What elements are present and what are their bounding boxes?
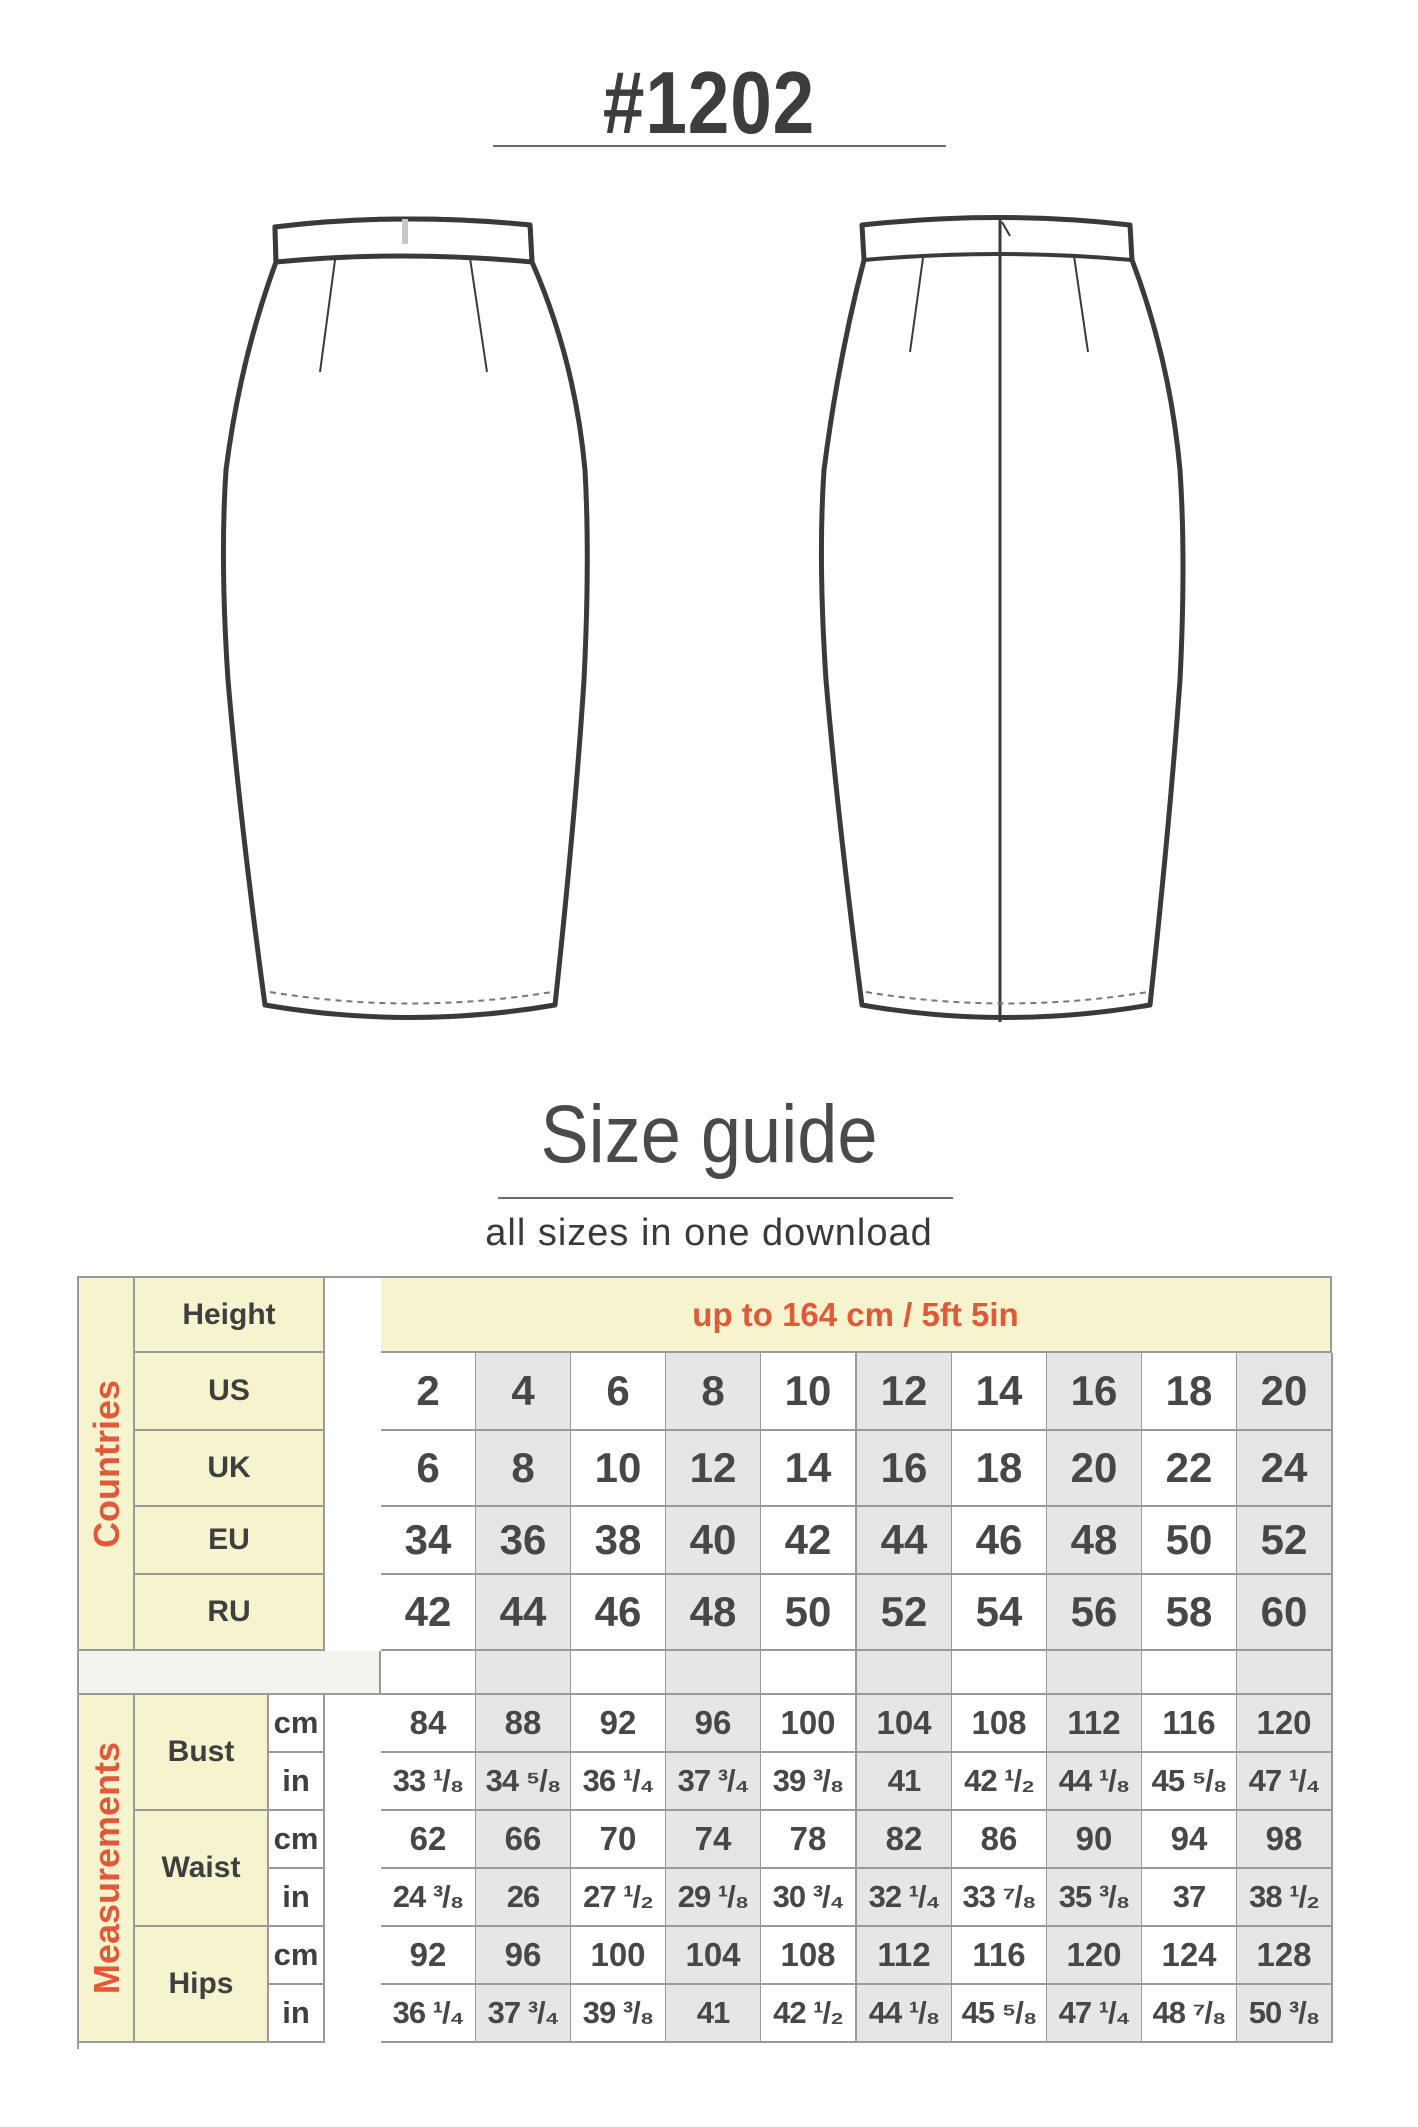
size-cell-eu: 52 [1237,1507,1333,1575]
height-label: Height [135,1278,325,1353]
size-cell-ru: 50 [761,1575,857,1651]
hips-cm-cell: 116 [952,1927,1048,1985]
size-cell-us: 6 [571,1353,667,1431]
size-cell-uk: 22 [1142,1431,1238,1507]
size-cell-ru: 46 [571,1575,667,1651]
size-cell-us: 8 [666,1353,762,1431]
bust-cm-cell: 84 [381,1695,477,1753]
bust-in-cell: 33 ¹/₈ [381,1753,477,1811]
size-cell-uk: 8 [476,1431,572,1507]
size-cell-uk: 12 [666,1431,762,1507]
size-cell-ru: 58 [1142,1575,1238,1651]
hips-in-cell: 45 ⁵/₈ [952,1985,1048,2043]
bust-in-cell: 45 ⁵/₈ [1142,1753,1238,1811]
waist-in-cell: 27 ¹/₂ [571,1869,667,1927]
measurement-label-bust: Bust [135,1695,269,1811]
waist-cm-cell: 98 [1237,1811,1333,1869]
skirt-back-view [821,216,1183,1022]
separator-cell [1142,1651,1238,1695]
size-cell-eu: 34 [381,1507,477,1575]
unit-in: in [269,1869,325,1927]
size-cell-eu: 42 [761,1507,857,1575]
hips-in-cell: 42 ¹/₂ [761,1985,857,2043]
waist-in-cell: 32 ¹/₄ [857,1869,953,1927]
size-cell-uk: 6 [381,1431,477,1507]
size-cell-uk: 20 [1047,1431,1143,1507]
hips-in-cell: 37 ³/₄ [476,1985,572,2043]
hips-cm-cell: 128 [1237,1927,1333,1985]
skirt-front-view [223,219,587,1018]
height-value: up to 164 cm / 5ft 5in [381,1278,1332,1353]
bust-cm-cell: 92 [571,1695,667,1753]
size-cell-uk: 16 [857,1431,953,1507]
unit-cm: cm [269,1927,325,1985]
size-cell-eu: 48 [1047,1507,1143,1575]
waist-cm-cell: 70 [571,1811,667,1869]
size-cell-eu: 44 [857,1507,953,1575]
hips-cm-cell: 100 [571,1927,667,1985]
size-cell-ru: 54 [952,1575,1048,1651]
size-guide-tagline: all sizes in one download [485,1212,933,1254]
separator-cell [1237,1651,1333,1695]
separator-cell [761,1651,857,1695]
bust-cm-cell: 120 [1237,1695,1333,1753]
bust-cm-cell: 104 [857,1695,953,1753]
size-cell-us: 10 [761,1353,857,1431]
hips-cm-cell: 108 [761,1927,857,1985]
country-label-ru: RU [135,1575,325,1651]
hips-cm-cell: 104 [666,1927,762,1985]
hips-in-cell: 50 ³/₈ [1237,1985,1333,2043]
bust-cm-cell: 108 [952,1695,1048,1753]
waist-in-cell: 37 [1142,1869,1238,1927]
countries-label: Countries [86,1379,127,1548]
hips-in-cell: 41 [666,1985,762,2043]
bust-in-cell: 41 [857,1753,953,1811]
size-cell-eu: 50 [1142,1507,1238,1575]
measurements-label: Measurements [86,1741,127,1995]
unit-in: in [269,1985,325,2043]
size-cell-ru: 56 [1047,1575,1143,1651]
hips-in-cell: 36 ¹/₄ [381,1985,477,2043]
separator-cell [476,1651,572,1695]
separator-cell [857,1651,953,1695]
bust-in-cell: 39 ³/₈ [761,1753,857,1811]
waist-cm-cell: 90 [1047,1811,1143,1869]
waist-in-cell: 24 ³/₈ [381,1869,477,1927]
bust-in-cell: 44 ¹/₈ [1047,1753,1143,1811]
waist-cm-cell: 86 [952,1811,1048,1869]
separator-cell [571,1651,667,1695]
pattern-number-title: #1202 [602,53,816,152]
bust-in-cell: 37 ³/₄ [666,1753,762,1811]
waist-in-cell: 26 [476,1869,572,1927]
separator-cell [952,1651,1048,1695]
bust-in-cell: 34 ⁵/₈ [476,1753,572,1811]
size-cell-us: 14 [952,1353,1048,1431]
hips-cm-cell: 92 [381,1927,477,1985]
waist-cm-cell: 78 [761,1811,857,1869]
waist-in-cell: 33 ⁷/₈ [952,1869,1048,1927]
bust-in-cell: 36 ¹/₄ [571,1753,667,1811]
waist-cm-cell: 94 [1142,1811,1238,1869]
hips-cm-cell: 96 [476,1927,572,1985]
waist-in-cell: 38 ¹/₂ [1237,1869,1333,1927]
hips-in-cell: 47 ¹/₄ [1047,1985,1143,2043]
size-cell-ru: 52 [857,1575,953,1651]
waist-in-cell: 29 ¹/₈ [666,1869,762,1927]
waist-in-cell: 35 ³/₈ [1047,1869,1143,1927]
size-cell-uk: 14 [761,1431,857,1507]
waist-in-cell: 30 ³/₄ [761,1869,857,1927]
size-guide-heading: Size guide [540,1089,878,1180]
hips-in-cell: 39 ³/₈ [571,1985,667,2043]
bust-in-cell: 47 ¹/₄ [1237,1753,1333,1811]
size-cell-eu: 36 [476,1507,572,1575]
size-cell-us: 2 [381,1353,477,1431]
waist-cm-cell: 82 [857,1811,953,1869]
hips-in-cell: 44 ¹/₈ [857,1985,953,2043]
waist-cm-cell: 66 [476,1811,572,1869]
separator-cell [381,1651,477,1695]
size-cell-ru: 48 [666,1575,762,1651]
country-label-uk: UK [135,1431,325,1507]
waist-cm-cell: 74 [666,1811,762,1869]
size-cell-ru: 42 [381,1575,477,1651]
size-guide-underline [498,1197,953,1199]
size-cell-eu: 38 [571,1507,667,1575]
size-cell-ru: 44 [476,1575,572,1651]
country-label-us: US [135,1353,325,1431]
bust-cm-cell: 116 [1142,1695,1238,1753]
measurement-label-waist: Waist [135,1811,269,1927]
bust-in-cell: 42 ¹/₂ [952,1753,1048,1811]
size-cell-uk: 24 [1237,1431,1333,1507]
bust-cm-cell: 100 [761,1695,857,1753]
hips-cm-cell: 120 [1047,1927,1143,1985]
separator-cell [1047,1651,1143,1695]
size-cell-eu: 46 [952,1507,1048,1575]
unit-cm: cm [269,1695,325,1753]
size-cell-eu: 40 [666,1507,762,1575]
waist-cm-cell: 62 [381,1811,477,1869]
skirt-technical-drawings [0,0,1418,1060]
size-cell-us: 20 [1237,1353,1333,1431]
bust-cm-cell: 88 [476,1695,572,1753]
unit-in: in [269,1753,325,1811]
hips-in-cell: 48 ⁷/₈ [1142,1985,1238,2043]
separator-row [79,1651,381,1695]
hips-cm-cell: 112 [857,1927,953,1985]
size-cell-us: 4 [476,1353,572,1431]
bust-cm-cell: 112 [1047,1695,1143,1753]
hips-cm-cell: 124 [1142,1927,1238,1985]
size-cell-us: 12 [857,1353,953,1431]
size-cell-ru: 60 [1237,1575,1333,1651]
measurement-label-hips: Hips [135,1927,269,2043]
unit-cm: cm [269,1811,325,1869]
size-cell-uk: 18 [952,1431,1048,1507]
bust-cm-cell: 96 [666,1695,762,1753]
separator-cell [666,1651,762,1695]
size-cell-us: 16 [1047,1353,1143,1431]
size-cell-us: 18 [1142,1353,1238,1431]
size-cell-uk: 10 [571,1431,667,1507]
size-table [77,1276,1332,2049]
country-label-eu: EU [135,1507,325,1575]
